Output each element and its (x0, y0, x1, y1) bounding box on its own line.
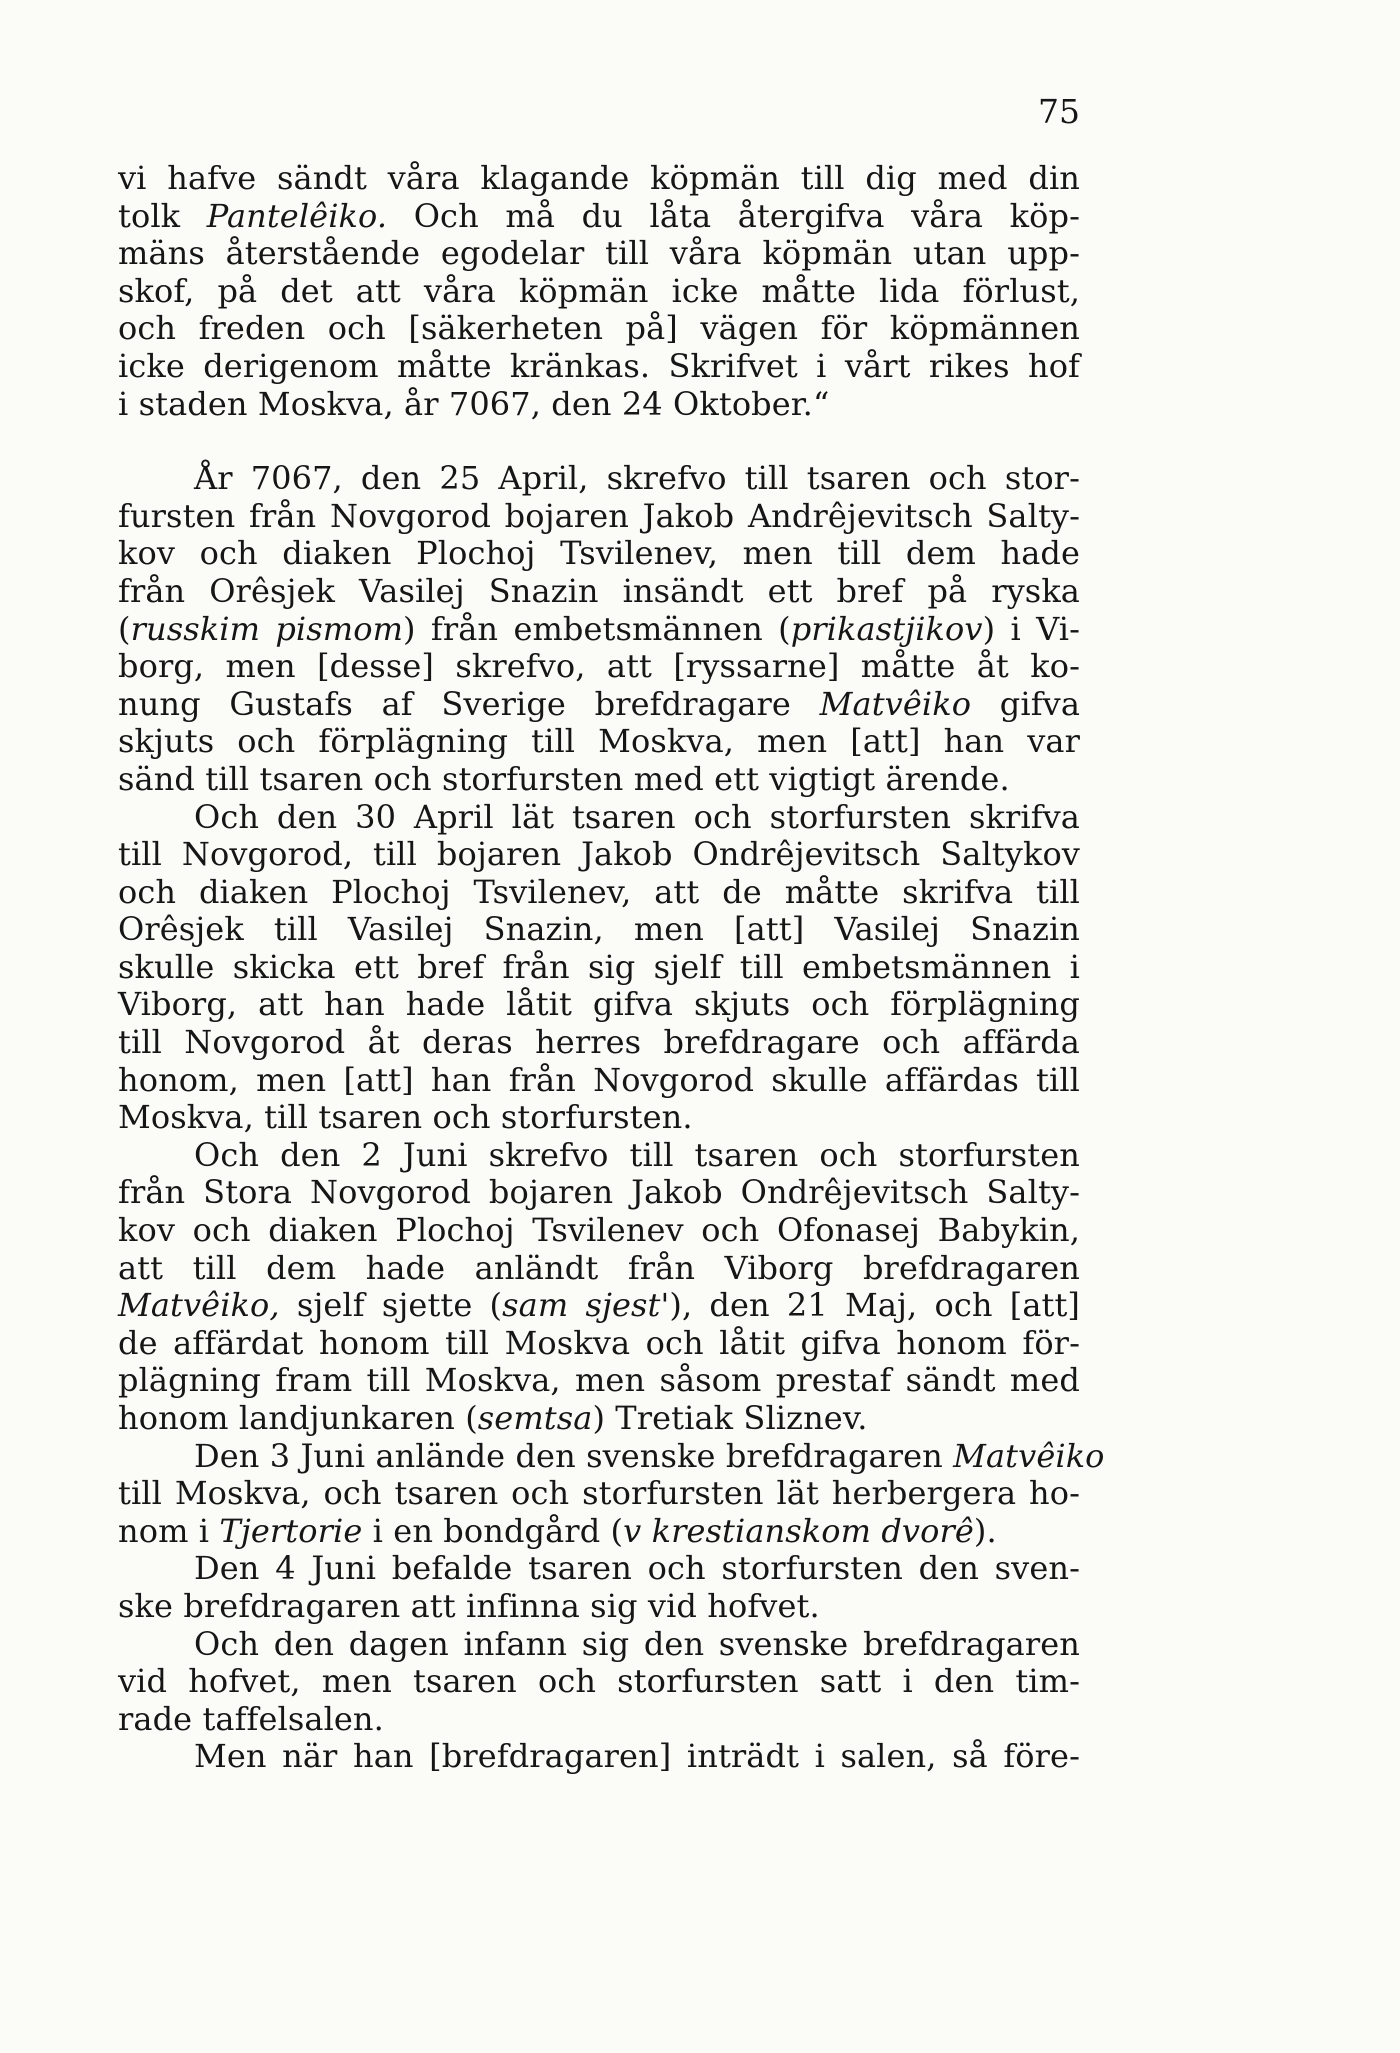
text-line (118, 235, 1080, 273)
text-line (118, 1701, 1080, 1739)
text-segment: rade taffelsalen. (118, 1699, 384, 1738)
text-line (118, 874, 1080, 912)
text-line (118, 1475, 1080, 1513)
italic-term: semtsa (477, 1399, 593, 1437)
text-line (118, 160, 1080, 198)
text-segment: Viborg, att han hade låtit gifva skjuts och förplägning (118, 985, 1080, 1024)
text-segment: till Novgorod, till bojaren Jakob Ondrêjevitsch Saltykov (118, 835, 1080, 874)
text-segment: Men när han [brefdragaren] inträdt i salen, så före- (194, 1737, 1080, 1776)
text-segment: till Novgorod åt deras herres brefdragare och affärda (118, 1023, 1080, 1062)
text-segment: ) från embetsmännen ( (403, 609, 791, 648)
text-line (118, 1626, 1080, 1664)
text-segment: icke derigenom måtte kränkas. Skrifvet i vårt rikes hof (118, 346, 1080, 385)
text-line (118, 1550, 1080, 1588)
text-line (118, 1738, 1080, 1776)
text-line (118, 1250, 1080, 1288)
text-segment: till Moskva, och tsaren och storfursten lät herbergera ho- (118, 1474, 1080, 1513)
text-segment: att till dem hade anländt från Viborg brefdragaren (118, 1248, 1080, 1287)
text-segment: honom landjunkaren ( (118, 1399, 478, 1437)
text-line (118, 348, 1080, 386)
text-line (118, 1663, 1080, 1701)
text-segment: ) i Vi- (982, 609, 1080, 648)
text-line (118, 1362, 1080, 1400)
text-segment: mäns återstående egodelar till våra köpmän utan upp- (118, 234, 1080, 273)
text-line (118, 1024, 1080, 1062)
text-line (118, 498, 1080, 536)
text-line (118, 1287, 1080, 1325)
text-line (118, 761, 1080, 799)
text-segment: kov och diaken Plochoj Tsvilenev och Ofonasej Babykin, (118, 1211, 1080, 1250)
italic-term: Pantelêiko. (206, 196, 388, 235)
text-line (118, 1325, 1080, 1363)
italic-term: sam sjest' (502, 1286, 670, 1325)
text-line (118, 686, 1080, 724)
text-segment: i staden Moskva, år 7067, den 24 Oktober.“ (118, 384, 830, 423)
text-segment: vi hafve sändt våra klagande köpmän till dig med din (118, 159, 1080, 197)
text-line (118, 1212, 1080, 1250)
italic-term: Matvêiko, (118, 1286, 280, 1325)
text-segment: ), den 21 Maj, och [att] (669, 1286, 1080, 1325)
text-segment: skjuts och förplägning till Moskva, men [att] han var (118, 722, 1080, 761)
paragraph-gap (118, 423, 1080, 460)
text-line (118, 799, 1080, 837)
text-segment: borg, men [desse] skrefvo, att [ryssarne] måtte åt ko- (118, 647, 1080, 686)
text-line (118, 1137, 1080, 1175)
text-segment: gifva (971, 684, 1080, 723)
text-segment: nung Gustafs af Sverige brefdragare (118, 684, 820, 723)
text-segment: Orêsjek till Vasilej Snazin, men [att] Vasilej Snazin (118, 910, 1080, 949)
body-text (118, 159, 1105, 1776)
text-line (118, 949, 1080, 987)
italic-term: v krestianskom dvorê (623, 1511, 974, 1550)
italic-term: Matvêiko (953, 1436, 1105, 1475)
italic-term: russkim pismom (130, 609, 404, 648)
text-line (118, 1436, 1105, 1476)
text-segment: honom, men [att] han från Novgorod skulle affärdas till (118, 1060, 1080, 1099)
text-segment: och diaken Plochoj Tsvilenev, att de måtte skrifva till (118, 872, 1080, 911)
text-segment: plägning fram till Moskva, men såsom prestaf sändt med (118, 1361, 1080, 1400)
text-segment: ). (973, 1511, 997, 1550)
text-segment: skulle skicka ett bref från sig sjelf till embetsmännen i (118, 947, 1080, 986)
text-segment: Och den dagen infann sig den svenske brefdragaren (194, 1624, 1080, 1663)
text-line (118, 1400, 1080, 1438)
text-segment: nom i (118, 1511, 220, 1550)
text-line (118, 986, 1080, 1024)
text-segment: Moskva, till tsaren och storfursten. (118, 1098, 693, 1137)
text-line (118, 1099, 1080, 1137)
text-segment: i en bondgård ( (362, 1511, 624, 1550)
text-line (118, 1513, 1080, 1551)
text-segment: År 7067, den 25 April, skrefvo till tsaren och stor- (194, 459, 1080, 498)
text-line (118, 1174, 1080, 1212)
text-line (118, 535, 1080, 573)
text-line (118, 836, 1080, 874)
text-segment: från Stora Novgorod bojaren Jakob Ondrêjevitsch Salty- (118, 1173, 1080, 1212)
text-segment: ske brefdragaren att infinna sig vid hofvet. (118, 1586, 820, 1625)
text-line (118, 648, 1080, 686)
italic-term: prikastjikov (790, 609, 983, 648)
text-line (118, 1588, 1080, 1626)
text-segment: skof, på det att våra köpmän icke måtte lida förlust, (118, 271, 1080, 310)
text-segment: Den 3 Juni anlände den svenske brefdragaren (194, 1436, 954, 1475)
text-line (118, 573, 1080, 611)
italic-term: Matvêiko (819, 684, 972, 723)
text-line (118, 611, 1080, 649)
text-segment: sänd till tsaren och storfursten med ett vigtigt ärende. (118, 759, 1010, 798)
text-segment: Och den 30 April lät tsaren och storfursten skrifva (194, 797, 1080, 836)
text-segment: och freden och [säkerheten på] vägen för köpmännen (118, 309, 1080, 348)
text-segment: tolk (118, 196, 207, 235)
text-segment: ) Tretiak Sliznev. (592, 1399, 868, 1437)
italic-term: Tjertorie (219, 1511, 363, 1550)
text-line (118, 1062, 1080, 1100)
text-segment: de affärdat honom till Moskva och låtit gifva honom för- (118, 1323, 1080, 1362)
text-segment: fursten från Novgorod bojaren Jakob Andrêjevitsch Salty- (118, 496, 1080, 535)
text-line (118, 723, 1080, 761)
text-line (118, 198, 1080, 236)
text-line (118, 273, 1080, 311)
text-line (118, 310, 1080, 348)
page-number: 75 (1038, 92, 1080, 131)
text-segment: sjelf sjette ( (279, 1286, 503, 1325)
text-segment: Den 4 Juni befalde tsaren och storfursten den sven- (194, 1549, 1080, 1588)
text-segment: ( (118, 609, 131, 648)
text-segment: Och den 2 Juni skrefvo till tsaren och storfursten (194, 1135, 1080, 1174)
text-line (118, 911, 1080, 949)
text-segment: Och må du låta återgifva våra köp- (387, 196, 1081, 235)
text-segment: kov och diaken Plochoj Tsvilenev, men till dem hade (118, 534, 1080, 573)
text-line (118, 386, 1080, 424)
text-line (118, 460, 1080, 498)
text-segment: från Orêsjek Vasilej Snazin insändt ett bref på ryska (118, 571, 1080, 610)
text-segment: vid hofvet, men tsaren och storfursten satt i den tim- (118, 1662, 1080, 1701)
